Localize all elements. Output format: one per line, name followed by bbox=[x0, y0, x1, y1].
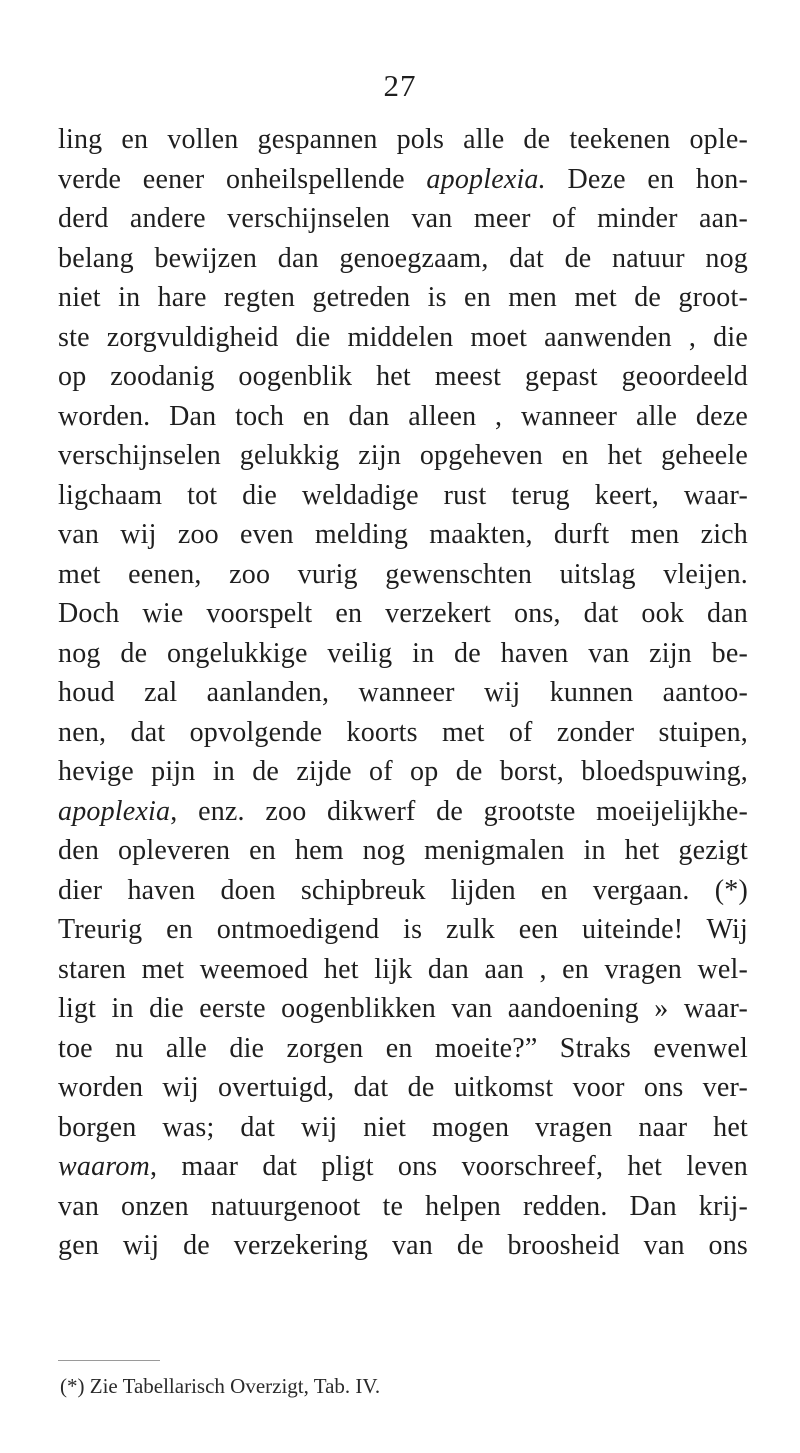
text-line: apoplexia, enz. zoo dikwerf de grootste moeijelijkhe- bbox=[58, 795, 748, 827]
italic-term: waarom bbox=[58, 1151, 150, 1182]
text-line: nog de ongelukkige veilig in de haven van zijn be- bbox=[58, 637, 748, 669]
text-line: ligchaam tot die weldadige rust terug keert, waar- bbox=[58, 479, 748, 511]
footnote-divider bbox=[58, 1360, 160, 1361]
text-line: van onzen natuurgenoot te helpen redden. Dan krij- bbox=[58, 1190, 748, 1222]
text-line: worden wij overtuigd, dat de uitkomst voor ons ver- bbox=[58, 1072, 748, 1103]
body-text bbox=[58, 120, 748, 1266]
text-line: derd andere verschijnselen van meer of minder aan- bbox=[58, 203, 748, 234]
italic-term: apoplexia. bbox=[426, 163, 546, 195]
text-line: ste zorgvuldigheid die middelen moet aanwenden , die bbox=[58, 321, 748, 353]
text-line: op zoodanig oogenblik het meest gepast geoordeeld bbox=[58, 361, 748, 392]
text-line: gen wij de verzekering van de broosheid van ons bbox=[58, 1230, 748, 1261]
text-line: staren met weemoed het lijk dan aan , en vragen wel- bbox=[58, 953, 748, 985]
text-line: met eenen, zoo vurig gewenschten uitslag vleijen. bbox=[58, 558, 748, 590]
text-line: toe nu alle die zorgen en moeite?” Straks evenwel bbox=[58, 1032, 748, 1064]
text-line: Treurig en ontmoedigend is zulk een uiteinde! Wij bbox=[58, 914, 748, 945]
text-line: houd zal aanlanden, wanneer wij kunnen aantoo- bbox=[58, 677, 748, 708]
text-line: van wij zoo even melding maakten, durft men zich bbox=[58, 519, 748, 550]
text-line: waarom, maar dat pligt ons voorschreef, het leven bbox=[58, 1151, 748, 1182]
page-number: 27 bbox=[383, 68, 417, 103]
text-line: worden. Dan toch en dan alleen , wanneer alle deze bbox=[58, 400, 748, 432]
text-line: verschijnselen gelukkig zijn opgeheven en het geheele bbox=[58, 440, 748, 471]
text-line: dier haven doen schipbreuk lijden en vergaan. (*) bbox=[58, 874, 748, 906]
footnote: (*) Zie Tabellarisch Overzigt, Tab. IV. bbox=[60, 1374, 381, 1398]
text-line: hevige pijn in de zijde of op de borst, bloedspuwing, bbox=[58, 756, 748, 787]
text-line: ling en vollen gespannen pols alle de teekenen ople- bbox=[58, 124, 748, 155]
text-line: nen, dat opvolgende koorts met of zonder stuipen, bbox=[58, 716, 748, 748]
text-line: belang bewijzen dan genoegzaam, dat de natuur nog bbox=[58, 242, 748, 274]
text-line: ligt in die eerste oogenblikken van aandoening » waar- bbox=[58, 993, 748, 1024]
text-line: borgen was; dat wij niet mogen vragen naar het bbox=[58, 1111, 748, 1143]
text-line: verde eener onheilspellende apoplexia. Deze en hon- bbox=[58, 163, 748, 195]
text-line: den opleveren en hem nog menigmalen in het gezigt bbox=[58, 835, 748, 866]
italic-term: apoplexia bbox=[58, 795, 171, 827]
text-line: niet in hare regten getreden is en men met de groot- bbox=[58, 282, 748, 313]
text-line: Doch wie voorspelt en verzekert ons, dat ook dan bbox=[58, 598, 748, 629]
